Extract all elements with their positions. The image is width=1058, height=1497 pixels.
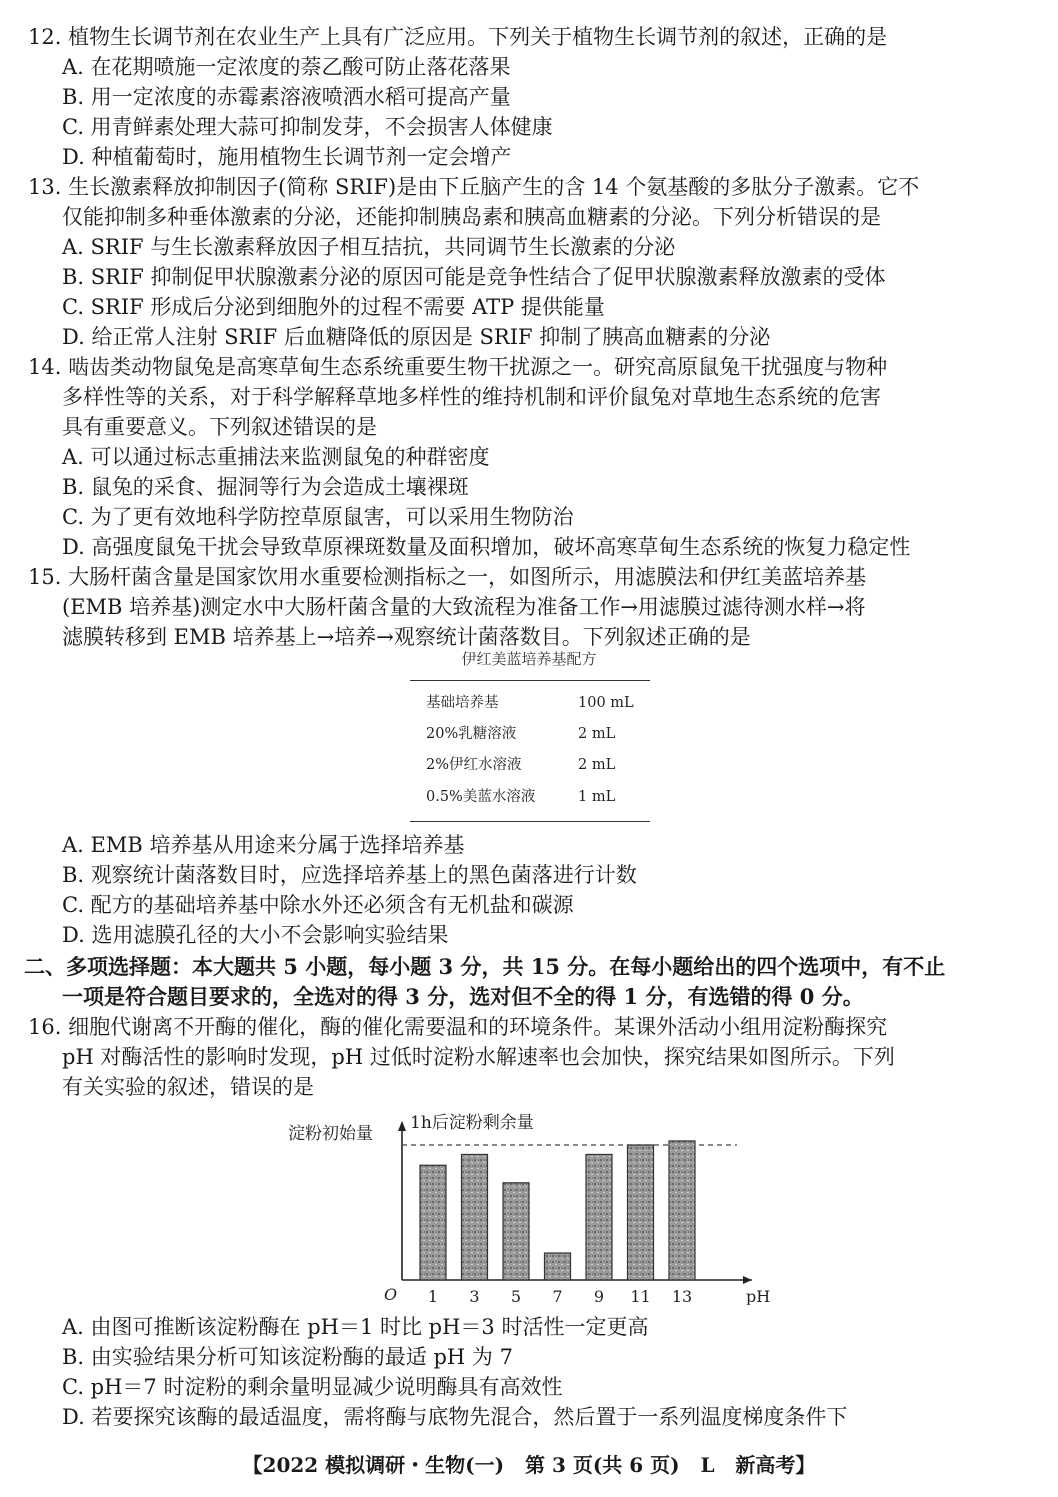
q16-option-a: A. 由图可推断该淀粉酶在 pH＝1 时比 pH＝3 时活性一定更高 [62,1315,649,1339]
q13-stem-line2: 仅能抑制多种垂体激素的分泌，还能抑制胰岛素和胰高血糖素的分泌。下列分析错误的是 [62,205,881,229]
q14-stem-line3: 具有重要意义。下列叙述错误的是 [62,415,377,439]
q15-option-d: D. 选用滤膜孔径的大小不会影响实验结果 [62,923,449,947]
q15-stem-line1: 15. 大肠杆菌含量是国家饮用水重要检测指标之一，如图所示，用滤膜法和伊红美蓝培养基 [28,565,867,589]
section2-heading-line2: 一项是符合题目要求的，全选对的得 3 分，选对但不全的得 1 分，有选错的得 0 分。 [62,984,864,1009]
recipe-ingredient: 2%伊红水溶液 [426,757,522,773]
recipe-ingredient: 0.5%美蓝水溶液 [426,789,536,805]
q14-option-d: D. 高强度鼠兔干扰会导致草原裸斑数量及面积增加，破坏高寒草甸生态系统的恢复力稳定性 [62,535,911,559]
q13-option-a: A. SRIF 与生长激素释放因子相互拮抗，共同调节生长激素的分泌 [62,235,676,259]
q15-stem-line2: (EMB 培养基)测定水中大肠杆菌含量的大致流程为准备工作→用滤膜过滤待测水样→将 [62,595,866,619]
recipe-ingredient: 基础培养基 [426,695,499,711]
recipe-amount: 100 mL [578,695,634,711]
x-tick-label: 1 [427,1287,439,1305]
bar-ph-3 [462,1154,488,1280]
q13-stem-line1: 13. 生长激素释放抑制因子(简称 SRIF)是由下丘脑产生的含 14 个氨基酸的多肽分子激素。它不 [28,175,920,199]
x-tick-label: 3 [469,1287,480,1305]
q12-option-b: B. 用一定浓度的赤霉素溶液喷洒水稻可提高产量 [62,85,511,109]
q14-option-a: A. 可以通过标志重捕法来监测鼠兔的种群密度 [62,445,490,469]
x-tick-label: 7 [552,1287,563,1305]
q16-option-c: C. pH＝7 时淀粉的剩余量明显减少说明酶具有高效性 [62,1375,563,1399]
q15-option-b: B. 观察统计菌落数目时，应选择培养基上的黑色菌落进行计数 [62,863,637,887]
bar-ph-13 [669,1141,695,1280]
q12-stem: 12. 植物生长调节剂在农业生产上具有广泛应用。下列关于植物生长调节剂的叙述，正确的是 [28,25,888,49]
x-tick-label: 5 [510,1287,522,1305]
recipe-row [410,689,650,717]
q14-option-b: B. 鼠兔的采食、掘洞等行为会造成土壤裸斑 [62,475,469,499]
recipe-row [410,720,650,748]
x-tick-label: 13 [671,1287,693,1305]
q16-option-d: D. 若要探究该酶的最适温度，需将酶与底物先混合，然后置于一系列温度梯度条件下 [62,1405,848,1429]
q14-option-c: C. 为了更有效地科学防控草原鼠害，可以采用生物防治 [62,505,574,529]
q15-option-c: C. 配方的基础培养基中除水外还必须含有无机盐和碳源 [62,893,574,917]
section2-heading-line1: 二、多项选择题：本大题共 5 小题，每小题 3 分，共 15 分。在每小题给出的四个选项中，有不止 [24,954,946,979]
recipe-amount: 2 mL [578,726,616,742]
recipe-table-title: 伊红美蓝培养基配方 [461,650,597,668]
recipe-ingredient: 20%乳糖溶液 [426,726,517,742]
q12-option-c: C. 用青鲜素处理大蒜可抑制发芽，不会损害人体健康 [62,115,553,139]
ph-bar-chart [282,1105,772,1305]
x-axis-label: pH [746,1287,771,1305]
q16-stem-line2: pH 对酶活性的影响时发现，pH 过低时淀粉水解速率也会加快，探究结果如图所示。下列 [62,1045,895,1069]
q14-stem-line2: 多样性等的关系，对于科学解释草地多样性的维持机制和评价鼠兔对草地生态系统的危害 [62,385,881,409]
q12-option-d: D. 种植葡萄时，施用植物生长调节剂一定会增产 [62,145,512,169]
recipe-row [410,751,650,779]
bar-ph-9 [586,1154,612,1280]
y-axis-arrow [398,1121,406,1131]
bar-ph-1 [420,1165,446,1280]
q13-option-d: D. 给正常人注射 SRIF 后血糖降低的原因是 SRIF 抑制了胰高血糖素的分泌 [62,325,771,349]
initial-amount-label: 淀粉初始量 [288,1124,373,1144]
page-footer: 【2022 模拟调研・生物(一) 第 3 页(共 6 页) L 新高考】 [242,1453,816,1477]
bar-ph-7 [545,1253,571,1280]
y-axis-label: 1h后淀粉剩余量 [410,1113,534,1133]
origin-label: O [384,1285,398,1304]
x-tick-label: 9 [593,1287,605,1305]
q16-option-b: B. 由实验结果分析可知该淀粉酶的最适 pH 为 7 [62,1345,513,1369]
q15-option-a: A. EMB 培养基从用途来分属于选择培养基 [62,833,465,857]
x-axis-arrow [743,1276,752,1284]
recipe-amount: 1 mL [578,789,616,805]
recipe-table [410,680,650,822]
q15-stem-line3: 滤膜转移到 EMB 培养基上→培养→观察统计菌落数目。下列叙述正确的是 [62,625,751,649]
q16-stem-line3: 有关实验的叙述，错误的是 [62,1075,314,1099]
recipe-amount: 2 mL [578,757,616,773]
x-tick-label: 11 [630,1287,651,1305]
q13-option-c: C. SRIF 形成后分泌到细胞外的过程不需要 ATP 提供能量 [62,295,605,319]
bar-ph-5 [503,1183,529,1280]
q12-option-a: A. 在花期喷施一定浓度的萘乙酸可防止落花落果 [62,55,511,79]
recipe-row [410,783,650,811]
q13-option-b: B. SRIF 抑制促甲状腺激素分泌的原因可能是竞争性结合了促甲状腺激素释放激素的受体 [62,265,886,289]
bar-ph-11 [628,1145,654,1280]
q14-stem-line1: 14. 啮齿类动物鼠兔是高寒草甸生态系统重要生物干扰源之一。研究高原鼠兔干扰强度与物种 [28,355,888,379]
q16-stem-line1: 16. 细胞代谢离不开酶的催化，酶的催化需要温和的环境条件。某课外活动小组用淀粉酶探究 [28,1015,888,1039]
